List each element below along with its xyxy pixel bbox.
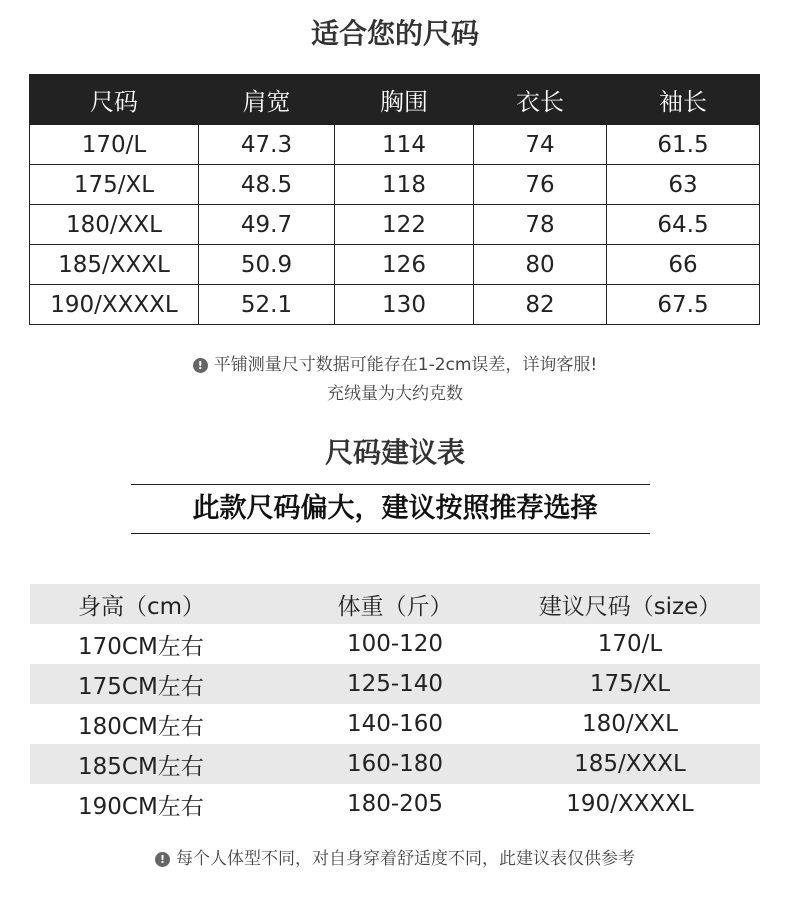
- table-row: [30, 205, 760, 245]
- cell-chest: 130: [335, 285, 474, 325]
- cell-chest: 118: [335, 165, 474, 205]
- cell-suggested-size: 190/XXXXL: [566, 791, 694, 817]
- cell-size: 190/XXXXL: [30, 285, 199, 325]
- measurement-note-text: 平铺测量尺寸数据可能存在1-2cm误差，详询客服!: [213, 355, 598, 375]
- cell-weight: 125-140: [290, 664, 500, 704]
- header-shoulder-width: 肩宽: [199, 75, 335, 125]
- cell-height: 185CM左右: [30, 744, 290, 784]
- cell-suggested-size: 170/L: [597, 631, 663, 657]
- header-weight: 体重（斤）: [290, 584, 500, 624]
- cell-weight: 100-120: [346, 631, 444, 657]
- cell-length: 80: [474, 245, 607, 285]
- disclaimer-note-text: 每个人体型不同，对自身穿着舒适度不同，此建议表仅供参考: [176, 849, 635, 869]
- table-row: [30, 245, 760, 285]
- table-row: [30, 285, 760, 325]
- cell-size: 170/L: [30, 125, 199, 165]
- recommendation-header-row: [30, 584, 760, 624]
- table-row: [30, 165, 760, 205]
- cell-chest: 114: [335, 125, 474, 165]
- cell-sleeve: 64.5: [607, 205, 760, 245]
- header-size: 尺码: [30, 75, 199, 125]
- cell-length: 76: [474, 165, 607, 205]
- size-chart-table: [29, 74, 760, 325]
- disclaimer-note: [0, 846, 790, 872]
- table-row: [30, 125, 760, 165]
- cell-suggested-size: 185/XXXL: [500, 744, 760, 784]
- cell-height: 170CM左右: [78, 633, 204, 660]
- header-length: 衣长: [474, 75, 607, 125]
- cell-weight: 160-180: [290, 744, 500, 784]
- cell-length: 78: [474, 205, 607, 245]
- header-chest: 胸围: [335, 75, 474, 125]
- cell-sleeve: 66: [607, 245, 760, 285]
- table-row: [30, 744, 760, 784]
- cell-sleeve: 63: [607, 165, 760, 205]
- cell-length: 82: [474, 285, 607, 325]
- cell-suggested-size: 175/XL: [500, 664, 760, 704]
- cell-shoulder: 48.5: [199, 165, 335, 205]
- cell-sleeve: 61.5: [607, 125, 760, 165]
- cell-chest: 122: [335, 205, 474, 245]
- header-suggested-size: 建议尺码（size）: [500, 584, 760, 624]
- down-fill-note: 充绒量为大约克数: [327, 384, 463, 404]
- measurement-note: [0, 352, 790, 378]
- cell-suggested-size: 180/XXL: [582, 711, 678, 737]
- sizing-advice-banner: 此款尺码偏大，建议按照推荐选择: [192, 493, 598, 524]
- table-row: [30, 784, 760, 824]
- cell-size: 185/XXXL: [30, 245, 199, 285]
- exclamation-circle-icon: !: [193, 358, 208, 373]
- header-sleeve: 袖长: [607, 75, 760, 125]
- cell-shoulder: 47.3: [199, 125, 335, 165]
- size-chart-header-row: [30, 75, 760, 125]
- cell-weight: 140-160: [346, 711, 444, 737]
- cell-height: 175CM左右: [30, 664, 290, 704]
- cell-weight: 180-205: [346, 791, 444, 817]
- size-chart-title: 适合您的尺码: [310, 17, 479, 50]
- table-row: [30, 704, 760, 744]
- cell-height: 190CM左右: [78, 793, 204, 820]
- banner-top-divider: [131, 484, 650, 485]
- exclamation-circle-icon: !: [155, 852, 170, 867]
- cell-chest: 126: [335, 245, 474, 285]
- cell-shoulder: 52.1: [199, 285, 335, 325]
- recommendation-title: 尺码建议表: [324, 436, 465, 469]
- cell-size: 180/XXL: [30, 205, 199, 245]
- table-row: [30, 624, 760, 664]
- header-height: 身高（cm）: [30, 584, 290, 624]
- banner-bottom-divider: [131, 533, 650, 534]
- cell-height: 180CM左右: [78, 713, 204, 740]
- cell-length: 74: [474, 125, 607, 165]
- cell-shoulder: 50.9: [199, 245, 335, 285]
- cell-sleeve: 67.5: [607, 285, 760, 325]
- table-row: [30, 664, 760, 704]
- recommendation-table: [30, 584, 760, 824]
- cell-shoulder: 49.7: [199, 205, 335, 245]
- cell-size: 175/XL: [30, 165, 199, 205]
